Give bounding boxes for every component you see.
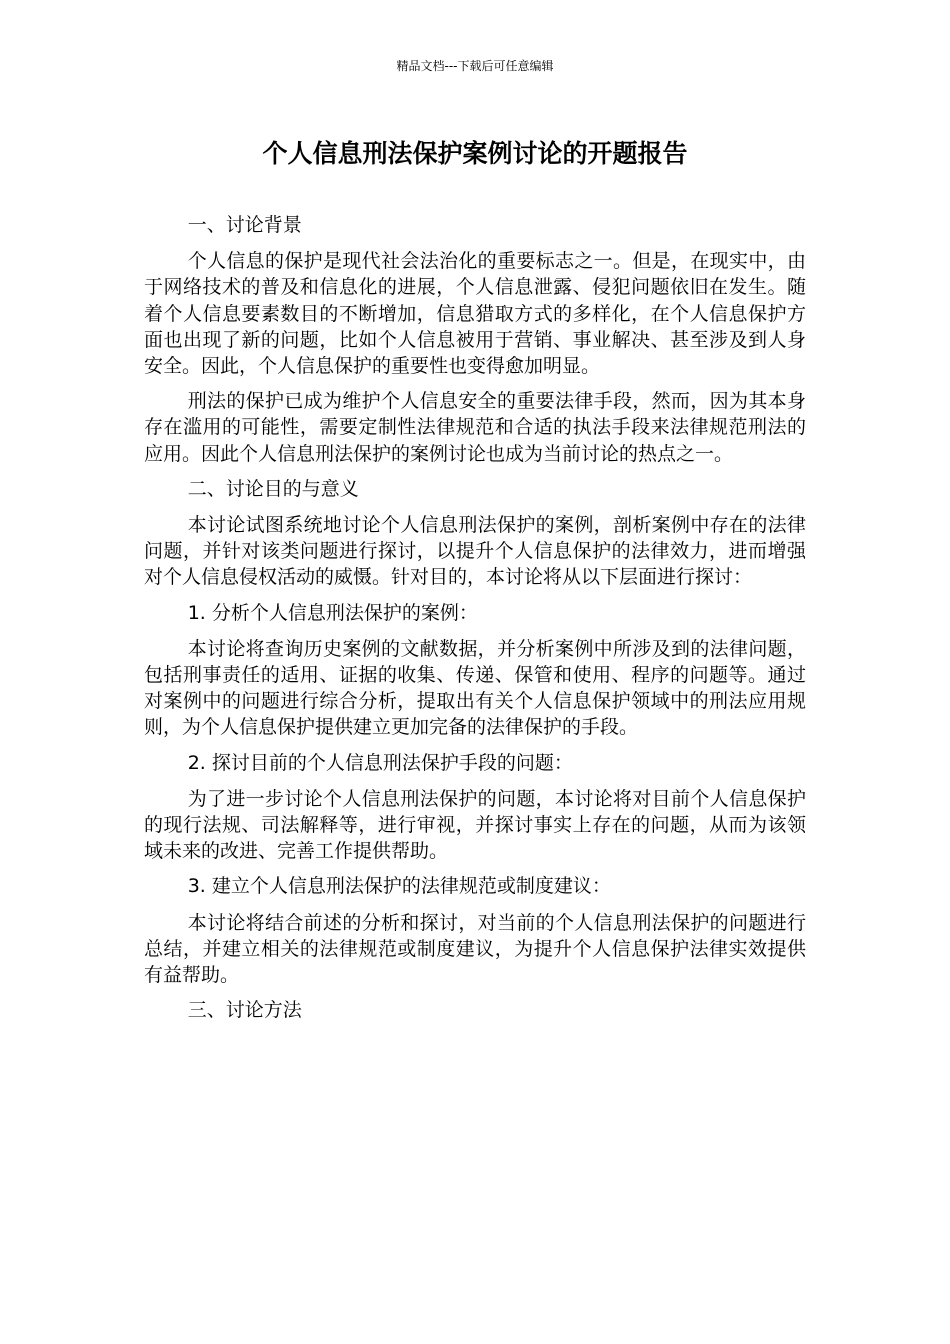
header-note: 精品文档---下载后可任意编辑 — [396, 59, 554, 73]
section-heading-background: 一、讨论背景 — [187, 214, 302, 236]
paragraph: 为了进一步讨论个人信息刑法保护的问题，本讨论将对目前个人信息保护的现行法规、司法解释等，进行审视，并探讨事实上存在的问题，从而为该领域未来的改进、完善工作提供帮助。 — [144, 787, 806, 863]
list-item-heading-2: 2. 探讨目前的个人信息刑法保护手段的问题： — [187, 751, 573, 774]
paragraph: 刑法的保护已成为维护个人信息安全的重要法律手段，然而，因为其本身存在滥用的可能性，需要定制性法律规范和合适的执法手段来法律规范刑法的应用。因此个人信息刑法保护的案例讨论也成为当前讨论的热点之一。 — [144, 390, 806, 465]
paragraph: 本讨论试图系统地讨论个人信息刑法保护的案例，剖析案例中存在的法律问题，并针对该类问题进行探讨，以提升个人信息保护的法律效力，进而增强对个人信息侵权活动的威慑。针对目的，本讨论将从以下层面进行探讨： — [144, 514, 806, 589]
list-item-heading-3: 3. 建立个人信息刑法保护的法律规范或制度建议： — [187, 875, 611, 898]
list-item-heading-1: 1. 分析个人信息刑法保护的案例： — [187, 601, 478, 624]
section-heading-method: 三、讨论方法 — [187, 999, 302, 1022]
document-body — [144, 212, 806, 1033]
paragraph: 个人信息的保护是现代社会法治化的重要标志之一。但是，在现实中，由于网络技术的普及和信息化的进展，个人信息泄露、侵犯问题依旧在发生。随着个人信息要素数目的不断增加，信息猎取方式的多样化，在个人信息保护方面也出现了新的问题，比如个人信息被用于营销、事业解决、甚至涉及到人身安全。因此，个人信息保护的重要性也变得愈加明显。 — [144, 250, 806, 378]
paragraph: 本讨论将结合前述的分析和探讨，对当前的个人信息刑法保护的问题进行总结，并建立相关的法律规范或制度建议，为提升个人信息保护法律实效提供有益帮助。 — [144, 911, 806, 987]
document-title: 个人信息刑法保护案例讨论的开题报告 — [262, 139, 688, 168]
section-heading-purpose: 二、讨论目的与意义 — [187, 477, 359, 500]
paragraph: 本讨论将查询历史案例的文献数据，并分析案例中所涉及到的法律问题，包括刑事责任的适用、证据的收集、传递、保管和使用、程序的问题等。通过对案例中的问题进行综合分析，提取出有关个人信息保护领域中的刑法应用规则，为个人信息保护提供建立更加完备的法律保护的手段。 — [144, 637, 806, 739]
